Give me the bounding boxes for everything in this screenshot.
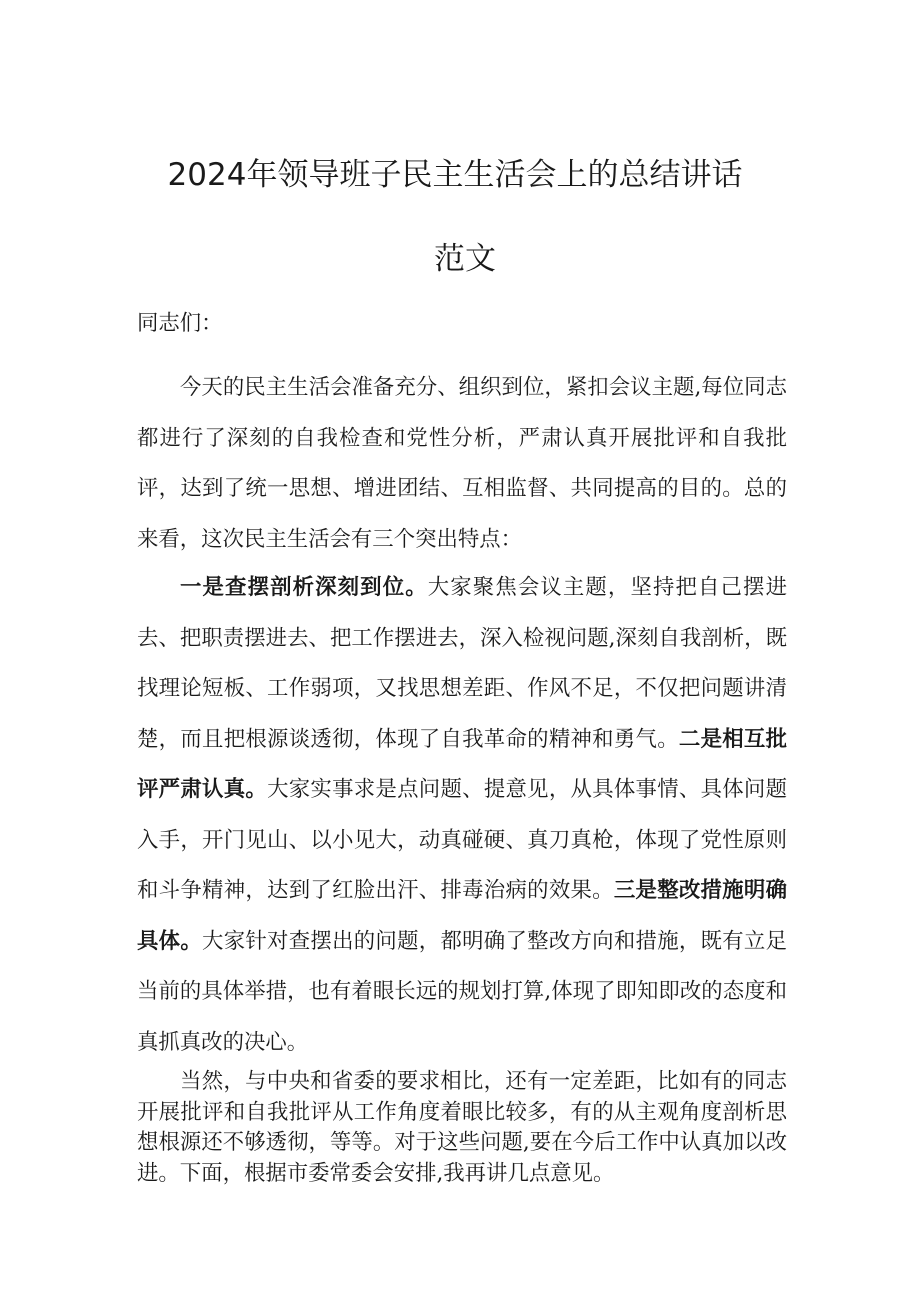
greeting: 同志们： — [137, 311, 223, 336]
paragraph-intro: 今天的民主生活会准备充分、组织到位，紧扣会议主题,每位同志都进行了深刻的自我检查和党性分析，严肃认真开展批评和自我批评，达到了统一思想、增进团结、互相监督、共同提高的目的。总的来看，这次民主生活会有三个突出特点： — [137, 375, 787, 552]
feature-text-1: 大家聚焦会议主题，坚持把自己摆进去、把职责摆进去、把工作摆进去，深入检视问题,深刻自我剖析，既找理论短板、工作弱项，又找思想差距、作风不足，不仅把问题讲清楚，而且把根源谈透彻，体现了自我革命的精神和勇气。 — [137, 575, 787, 752]
feature-heading-3: 三是整改措施明确具体。 — [137, 878, 787, 954]
paragraph-features — [137, 563, 787, 1068]
feature-heading-2: 二是相互批评严肃认真。 — [137, 726, 787, 802]
document-title-line1: 2024年领导班子民主生活会上的总结讲话 — [167, 157, 743, 193]
feature-text-3: 大家针对查摆出的问题，都明确了整改方向和措施，既有立足当前的具体举措，也有着眼长远的规划打算,体现了即知即改的态度和真抓真改的决心。 — [137, 928, 787, 1055]
paragraph-shortcomings: 当然，与中央和省委的要求相比，还有一定差距，比如有的同志开展批评和自我批评从工作角度着眼比较多，有的从主观角度剖析思想根源还不够透彻，等等。对于这些问题,要在今后工作中认真加以改进。下面，根据市委常委会安排,我再讲几点意见。 — [137, 1069, 787, 1186]
feature-heading-1: 一是查摆剖析深刻到位。 — [180, 575, 428, 600]
document-title-line2: 范文 — [434, 241, 496, 277]
feature-text-2: 大家实事求是点问题、提意见，从具体事情、具体问题入手，开门见山、以小见大，动真碰硬、真刀真枪，体现了党性原则和斗争精神，达到了红脸出汗、排毒治病的效果。 — [137, 777, 787, 903]
